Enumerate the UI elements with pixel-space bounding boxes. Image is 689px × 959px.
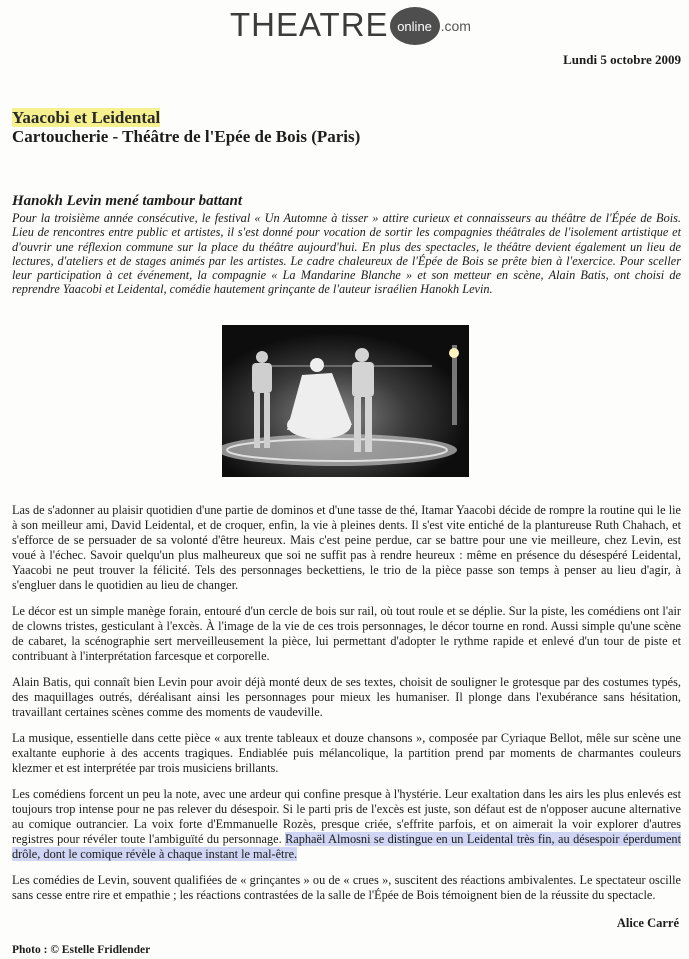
play-title bbox=[12, 108, 160, 128]
stage-photo bbox=[222, 325, 469, 477]
publication-date: Lundi 5 octobre 2009 bbox=[563, 52, 681, 67]
photo-credit: Photo : © Estelle Fridlender bbox=[12, 944, 151, 956]
intro-paragraph: Pour la troisième année consécutive, le festival « Un Automne à tisser » attire curieux et connaisseurs au théâtre de l'Épée de Bois. Lieu de rencontres entre public et artistes, il s'est donné pour vocation de sortir les compagnies théâtrales de l'isolement artistique et d'ouvrir une réflexion commune sur la place du théâtre aujourd'hui. En plus des spectacles, le théâtre devient également un lieu de lectures, d'ateliers et de stages animés par les artistes. Le cadre chaleureux de l'Épée de Bois se prête bien à l'exercice. Pour sceller leur participation à cet événement, la compagnie « La Mandarine Blanche » et son metteur en scène, Alain Batis, ont choisi de reprendre Yaacobi et Leidental, comédie hautement grinçante de l'auteur israélien Hanokh Levin. bbox=[12, 211, 681, 297]
venue: Cartoucherie - Théâtre de l'Epée de Bois (Paris) bbox=[12, 127, 361, 146]
headline: Hanokh Levin mené tambour battant bbox=[12, 193, 243, 209]
stage-photo-graphic bbox=[222, 325, 469, 477]
highlighted-sentence: Raphaël Almosni se distingue en un Leidental très fin, au désespoir éperdument drôle, dont le comique révèle à chaque instant le mal-être. bbox=[12, 832, 681, 861]
body-paragraph: Les comédies de Levin, souvent qualifiées de « grinçantes » ou de « crues », suscitent des réactions ambivalentes. Le spectateur oscille sans cesse entre rire et empathie ; les réactions contrastées de la salle de l'Épée de Bois témoignent bien de la réussite du spectacle. bbox=[12, 873, 681, 902]
body-paragraph-highlighted bbox=[12, 787, 681, 862]
article-body bbox=[12, 503, 681, 914]
logo bbox=[230, 5, 471, 45]
logo-circle: online bbox=[390, 7, 440, 45]
logo-word: THEATRE bbox=[230, 6, 389, 43]
play-title-highlight: Yaacobi et Leidental bbox=[12, 108, 161, 127]
body-paragraph: Le décor est un simple manège forain, entouré d'un cercle de bois sur rail, où tout roule et se déplie. Sur la piste, les comédiens ont l'air de clowns tristes, gesticulant à l'excès. À l'image de la vie de ces trois personnages, le décor tourne en rond. Aussi simple qu'une scène de cabaret, la scénographie sert merveilleusement la pièce, lui permettant d'adopter le rythme rapide et enlevé d'un tour de piste et contribuant à l'interprétation farcesque et corporelle. bbox=[12, 604, 681, 663]
author: Alice Carré bbox=[616, 916, 679, 930]
paragraph-text: Les comédiens forcent un peu la note, avec une ardeur qui confine presque à l'hystérie. Leur exaltation dans les airs les plus enlevés est toujours trop intense pour ne pas relever du désespoir. Si le parti pris de l'excès est juste, son défaut est de n'opposer aucune alternative au comique outrancier. La voix forte d'Emmanuelle Rozès, presque criée, s'effrite parfois, et on aimerait la voir explorer d'autres registres pour révéler toute l'ambiguïté du personnage. bbox=[12, 787, 681, 846]
logo-com: .com bbox=[440, 18, 471, 34]
body-paragraph: Las de s'adonner au plaisir quotidien d'une partie de dominos et d'une tasse de thé, Itamar Yaacobi décide de rompre la routine qui le lie à son meilleur ami, David Leidental, et de croquer, enfin, la vie à pleines dents. Il s'est vite entiché de la plantureuse Ruth Chahach, et s'efforce de se persuader de sa volonté d'être heureux. Mais c'est peine perdue, car se battre pour une vie meilleure, chez Levin, est voué à l'échec. Savoir quelqu'un plus malheureux que soi ne suffit pas à rendre heureux : même en présence du désespéré Leidental, Yaacobi ne peut trouver la félicité. Tels des personnages beckettiens, le trio de la pièce passe son temps à penser au lieu d'agir, à s'engluer dans le quotidien au lieu de changer. bbox=[12, 503, 681, 592]
body-paragraph: Alain Batis, qui connaît bien Levin pour avoir déjà monté deux de ses textes, choisit de souligner le grotesque par des costumes typés, des maquillages outrés, déréalisant ainsi les personnages pour mieux les humaniser. Il plonge dans l'exubérance sans hésitation, travaillant certaines scènes comme des moments de vaudeville. bbox=[12, 675, 681, 719]
body-paragraph: La musique, essentielle dans cette pièce « aux trente tableaux et douze chansons », composée par Cyriaque Bellot, mêle sur scène une exaltante euphorie à des accents tragiques. Endiablée puis mélancolique, la partition prend par moments de charmantes couleurs klezmer et est interprétée par trois musiciens brillants. bbox=[12, 731, 681, 775]
